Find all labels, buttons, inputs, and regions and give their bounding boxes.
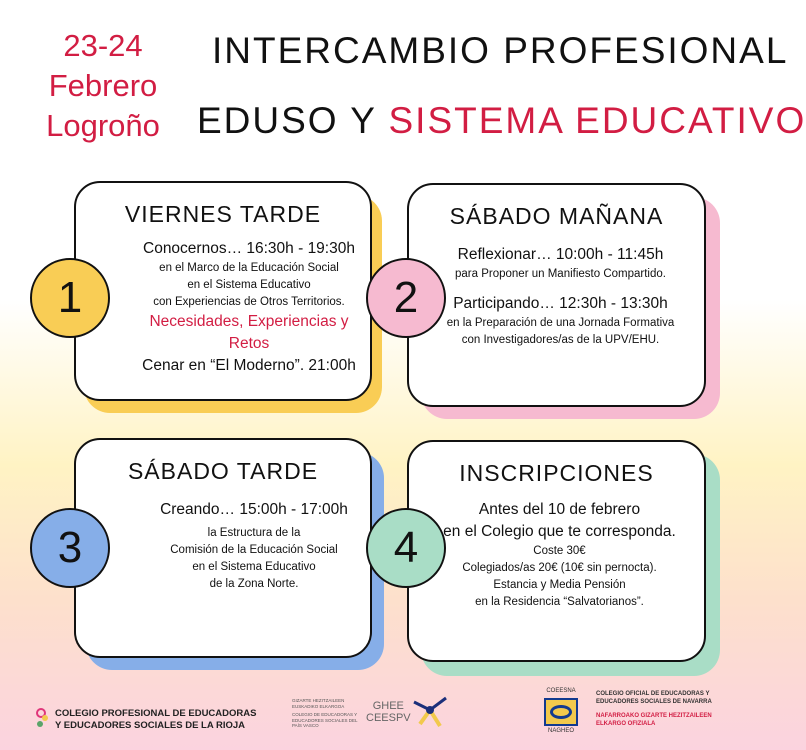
ghee-emblem-icon [410, 692, 450, 737]
spacer [425, 283, 696, 293]
logo-text: COLEGIO DE EDUCADORAS Y EDUCADORES SOCIALES DEL PAÍS VASCO [292, 712, 358, 728]
card-inscripciones [407, 440, 720, 676]
card-line: en el Colegio que te corresponda. [443, 523, 676, 540]
card-line: Creando… 15:00h - 17:00h [160, 501, 348, 518]
number-badge-1: 1 [30, 258, 110, 338]
card-body [407, 183, 706, 407]
logo-text: GHEE [372, 700, 404, 712]
logo-text: COEESNA [546, 688, 576, 694]
event-title-line2 [197, 100, 806, 142]
logo-text: ELKARGO OFIZIALA [596, 721, 656, 727]
card-line: Participando… 12:30h - 13:30h [453, 295, 668, 312]
date-days: 23-24 [63, 28, 143, 63]
card-line: Comisión de la Educación Social [170, 544, 338, 556]
la-rioja-mark-icon [36, 708, 50, 732]
card-line: en el Sistema Educativo [187, 279, 311, 291]
card-line: Antes del 10 de febrero [478, 501, 641, 518]
title-sistema-educativo: SISTEMA EDUCATIVO [388, 100, 806, 141]
card-line: de la Zona Norte. [209, 578, 299, 590]
card-line: Reflexionar… 10:00h - 11:45h [457, 246, 664, 263]
logo-text: Y EDUCADORES SOCIALES DE LA RIOJA [55, 720, 246, 731]
logo-text: COLEGIO PROFESIONAL DE EDUCADORAS [55, 708, 257, 719]
event-date [28, 26, 178, 146]
navarra-emblem-icon [544, 698, 578, 726]
card-content [76, 238, 370, 377]
card-viernes-tarde [74, 181, 384, 413]
card-line: Conocernos… 16:30h - 19:30h [143, 240, 355, 257]
card-line: en el Sistema Educativo [192, 561, 316, 573]
title-eduso: EDUSO Y [197, 100, 377, 141]
logo-colegio-la-rioja [36, 708, 256, 732]
card-line: Colegiados/as 20€ (10€ sin pernocta). [462, 562, 657, 574]
logo-text: GIZARTE HEZITZAILEEN EUSKADIKO ELKARGOA [292, 698, 345, 709]
logo-text: NAGHEO [547, 728, 574, 734]
card-line: en la Residencia “Salvatorianos”. [475, 596, 644, 608]
card-line: para Proponer un Manifiesto Compartido. [455, 268, 666, 280]
card-line: la Estructura de la [207, 527, 301, 539]
card-line: con Investigadores/as de la UPV/EHU. [461, 334, 660, 346]
logo-text: EDUCADORES SOCIALES DE NAVARRA [596, 699, 712, 705]
card-line: Estancia y Media Pensión [493, 579, 626, 591]
logo-colegio-pais-vasco [292, 698, 364, 729]
event-title-line1: INTERCAMBIO PROFESIONAL [212, 30, 789, 71]
logo-ghee [366, 700, 411, 724]
card-sabado-tarde [74, 438, 386, 670]
card-title: SÁBADO TARDE [127, 458, 319, 484]
card-line: en el Marco de la Educación Social [159, 262, 339, 274]
card-line-highlight: Necesidades, Experiencias y Retos [149, 313, 349, 352]
logo-text: NAFARROAKO GIZARTE HEZITZAILEEN [596, 713, 712, 719]
card-line: Cenar en “El Moderno”. 21:00h [142, 357, 356, 374]
card-body [74, 438, 372, 658]
card-body [407, 440, 706, 662]
date-month: Febrero [48, 68, 158, 103]
logo-text: CEESPV [366, 712, 411, 724]
card-title: VIERNES TARDE [124, 201, 322, 227]
card-content [76, 499, 370, 593]
logo-text: COLEGIO OFICIAL DE EDUCADORAS Y [596, 691, 710, 697]
card-body [74, 181, 372, 401]
number-badge-2: 2 [366, 258, 446, 338]
number-badge-3: 3 [30, 508, 110, 588]
card-title: INSCRIPCIONES [459, 460, 654, 486]
card-line: Coste 30€ [533, 545, 586, 557]
card-content [409, 244, 704, 349]
card-title: SÁBADO MAÑANA [449, 203, 664, 229]
number-badge-4: 4 [366, 508, 446, 588]
date-city: Logroño [46, 108, 160, 143]
card-sabado-manana [407, 183, 720, 419]
card-content [409, 499, 704, 611]
card-line: en la Preparación de una Jornada Formativa [446, 317, 675, 329]
card-line: con Experiencias de Otros Territorios. [153, 296, 345, 308]
